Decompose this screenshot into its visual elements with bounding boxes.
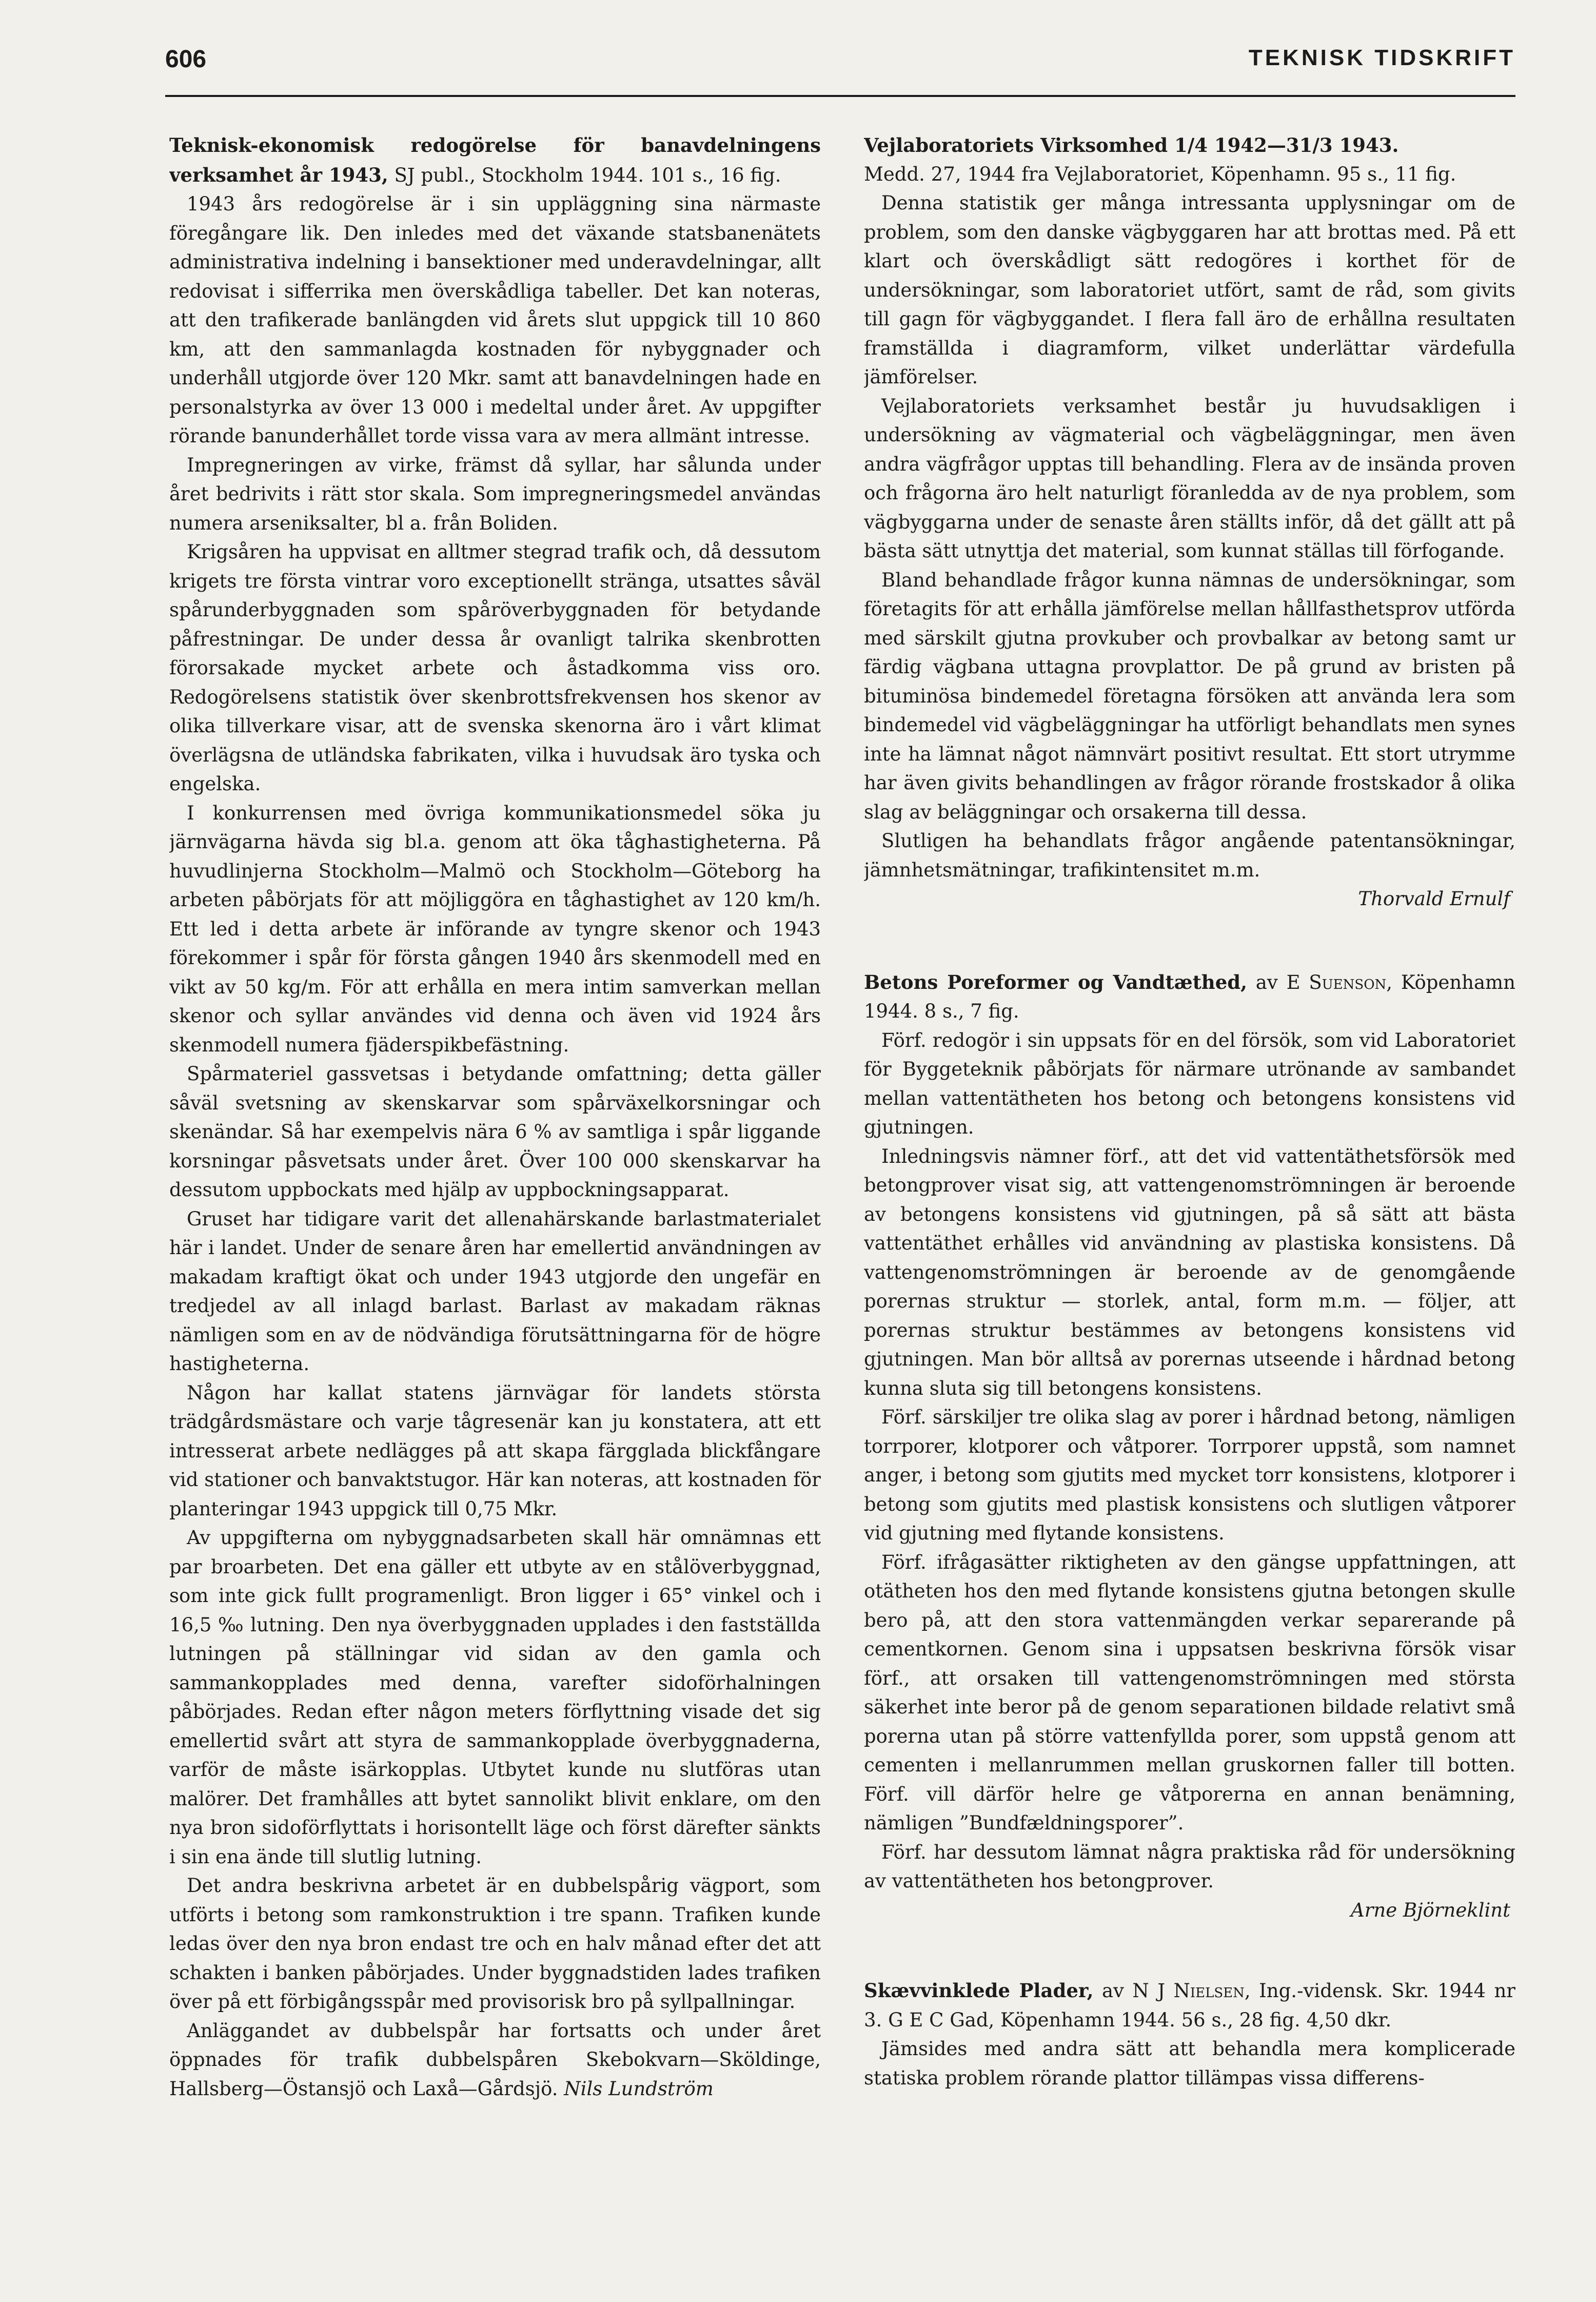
- paragraph: Jämsides med andra sätt att behandla mera komplicerade statiska problem rörande plattor tillämpas vissa differens-: [864, 2038, 1515, 2089]
- journal-title: TEKNISK TIDSKRIFT: [1248, 45, 1515, 70]
- paragraph: Impregneringen av virke, främst då syllar, har sålunda under året bedrivits i rätt stor skala. Som impregneringsmedel användas numera arseniksalter, bl a. från Boliden.: [169, 454, 821, 534]
- section-gap: [864, 1925, 1515, 1976]
- review-title: Betons Poreformer og Vandtæthed,: [864, 970, 1247, 993]
- paragraph: Förf. redogör i sin uppsats för en del försök, som vid Laboratoriet för Byggeteknik påbörjats för närmare utrönande av sambandet mellan vattentätheten hos betong och betongens konsistens vid gjutningen.: [864, 1029, 1515, 1138]
- review-vejlaboratoriet: [864, 131, 1515, 914]
- paragraph: Bland behandlade frågor kunna nämnas de undersökningar, som företagits för att erhålla jämförelse mellan hållfasthetsprov utförda med särskilt gjutna provkuber och provbalkar av betong samt ur färdig vägbana uttagna provplattor. De på grund av bristen på bituminösa bindemedel företagna försöken att använda lera som bindemedel vid vägbeläggningar ha utförligt behandlats men synes inte ha lämnat något nämnvärt positivt resultat. Ett stort utrymme har även givits behandlingen av frågor rörande frostskador å olika slag av beläggningar och orsakerna till dessa.: [864, 569, 1515, 823]
- paragraph-final: [169, 2017, 821, 2104]
- review-banavdelningen: [169, 131, 821, 2103]
- review-author-prefix: av E: [1247, 971, 1309, 993]
- paragraph: Förf. särskiljer tre olika slag av porer i hårdnad betong, nämligen torrporer, klotporer och våtporer. Torrporer uppstå, som namnet anger, i betong som gjutits med mycket torr konsistens, klotporer i betong som gjutits med plastisk konsistens och slutligen våtporer vid gjutning med flytande konsistens.: [864, 1406, 1515, 1544]
- review-biblio: , Ing.-vidensk. Skr. 1944 nr 3. G E C Gad, Köpenhamn 1944. 56 s., 28 fig. 4,50 dkr.: [864, 1980, 1515, 2031]
- paragraph: Inledningsvis nämner förf., att det vid vattentäthetsförsök med betongprover visat sig, att vattengenomströmningen är beroende av betongens konsistens vid gjutningen, på så sätt att bästa vattentäthet erhålles vid användning av plastiska konsistens. Då vattengenomströmningen är beroende av de genomgående porernas struktur — storlek, antal, form m.m. — följer, att porernas struktur bestämmes av betongens konsistens vid gjutningen. Man bör alltså av porernas utseende i hårdnad betong kunna sluta sig till betongens konsistens.: [864, 1145, 1515, 1399]
- right-column: [864, 131, 1515, 2271]
- section-gap: [864, 914, 1515, 968]
- paragraph: Slutligen ha behandlats frågor angående patentansökningar, jämnhetsmätningar, trafikintensitet m.m.: [864, 830, 1515, 881]
- paragraph: Det andra beskrivna arbetet är en dubbelspårig vägport, som utförts i betong som ramkonstruktion i tre spann. Trafiken kunde ledas över den nya bron endast tre och en halv månad efter det att schakten i banken påbörjades. Under byggnadstiden lades trafiken över på ett förbigångsspår med provisorisk bro på syllpallningar.: [169, 1875, 821, 2013]
- paragraph: I konkurrensen med övriga kommunikationsmedel söka ju järnvägarna hävda sig bl.a. genom att öka tåghastigheterna. På huvudlinjerna Stockholm—Malmö och Stockholm—Göteborg ha arbeten påbörjats för att möjliggöra en tåghastighet av 120 km/h. Ett led i detta arbete är införande av tyngre skenor och 1943 förekommer i spår för första gången 1940 års skenmodell med en vikt av 50 kg/m. För att erhålla en mera intim samverkan mellan skenor och syllar användes vid denna och även vid 1924 års skenmodell numera fjäderspikbefästning.: [169, 802, 821, 1056]
- review-biblio: Medd. 27, 1944 fra Vejlaboratoriet, Köpenhamn. 95 s., 11 fig.: [864, 163, 1456, 185]
- paragraph: Spårmateriel gassvetsas i betydande omfattning; detta gäller såväl svetsning av skenskarvar som spårväxelkorsningar och skenändar. Så har exempelvis nära 6 % av samtliga i spår liggande korsningar påsvetsats under året. Över 100 000 skenskarvar ha dessutom uppbockats med hjälp av uppbockningsapparat.: [169, 1063, 821, 1201]
- paragraph: Vejlaboratoriets verksamhet består ju huvudsakligen i undersökning av vägmaterial och vägbeläggningar, men även andra vägfrågor upptas till behandling. Flera av de insända proven och frågorna äro helt naturligt föranledda av de nya problem, som vägbyggarna under de senaste åren ställts inför, då det gällt att på bästa sätt utnyttja det material, som kunnat ställas till förfogande.: [864, 395, 1515, 562]
- paragraph: Förf. ifrågasätter riktigheten av den gängse uppfattningen, att otätheten hos den med flytande konsistens gjutna betongen skulle bero på, att den stora vattenmängden verkar separerande på cementkornen. Genom sina i uppsatsen beskrivna försök visar förf., att orsaken till vattengenomströmningen med största säkerhet inte beror på de genom separationen bildade relativt små porerna utan på större vattenfyllda porer, som uppstå genom att cementen i mellanrummen mellan gruskornen faller till botten. Förf. vill därför helre ge våtporerna en annan benämning, nämligen ”Bundfældningsporer”.: [864, 1551, 1515, 1834]
- review-betons-poreformer: [864, 968, 1515, 1925]
- paragraph: Krigsåren ha uppvisat en alltmer stegrad trafik och, då dessutom krigets tre första vintrar voro exceptionellt stränga, utsattes såväl spårunderbyggnaden som spåröverbyggnaden för betydande påfrestningar. De under dessa år ovanligt talrika skenbrotten förorsakade mycket arbete och åstadkomma viss oro. Redogörelsens statistik över skenbrottsfrekvensen hos skenor av olika tillverkare visar, att de svenska skenorna äro i vårt klimat överlägsna de utländska fabrikaten, vilka i huvudsak äro tyska och engelska.: [169, 541, 821, 795]
- paragraph: Någon har kallat statens järnvägar för landets största trädgårdsmästare och varje tågresenär kan ju konstatera, att ett intresserat arbete nedlägges på att skapa färgglada blickfångare vid stationer och banvaktstugor. Här kan noteras, att kostnaden för planteringar 1943 uppgick till 0,75 Mkr.: [169, 1381, 821, 1520]
- paragraph: Förf. har dessutom lämnat några praktiska råd för undersökning av vattentätheten hos betongprover.: [864, 1841, 1515, 1892]
- review-author-prefix: av N J: [1093, 1980, 1174, 2002]
- paragraph: Denna statistik ger många intressanta upplysningar om de problem, som den danske vägbyggaren har att brottas med. På ett klart och överskådligt sätt redogöres i korthet för de undersökningar, som laboratoriet utfört, samt de råd, som givits till gagn för vägbyggandet. I flera fall äro de erhållna resultaten framställda i diagramform, vilket underlättar värdefulla jämförelser.: [864, 192, 1515, 388]
- signature: Nils Lundström: [564, 2077, 714, 2100]
- paragraph-text: Anläggandet av dubbelspår har fortsatts och under året öppnades för trafik dubbelspåren Skebokvarn—Sköldinge, Hallsberg—Östansjö och Laxå—Gårdsjö.: [169, 2019, 821, 2100]
- review-biblio: SJ publ., Stockholm 1944. 101 s., 16 fig.: [388, 164, 781, 186]
- review-author: Nielsen: [1173, 1980, 1245, 2002]
- left-column: [169, 131, 821, 2271]
- page-header: [165, 45, 1515, 86]
- paragraph: Av uppgifterna om nybyggnadsarbeten skall här omnämnas ett par broarbeten. Det ena gäller ett utbyte av en stålöverbyggnad, som inte gick fullt programenligt. Bron ligger i 65° vinkel och i 16,5 ‰ lutning. Den nya överbyggnaden upplades i den fastställda lutningen på ställningar vid sidan av den gamla och sammankopplades med denna, varefter sidoförhalningen påbörjades. Redan efter någon meters förflyttning visade det sig emellertid svårt att styra de sammankopplade överbyggnaderna, varför de måste isärkopplas. Utbytet kunde nu slutföras utan malörer. Det framhålles att bytet sannolikt blivit enklare, om den nya bron sidoförflyttats i horisontellt läge och först därefter sänkts i sin ena ände till slutlig lutning.: [169, 1527, 821, 1868]
- header-rule: [165, 95, 1515, 97]
- paragraph: 1943 års redogörelse är i sin uppläggning sina närmaste föregångare lik. Den inledes med det växande statsbanenätets administrativa indelning i bansektioner med underavdelningar, allt redovisat i sifferrika men överskådliga tabeller. Det kan noteras, att den trafikerade banlängden vid årets slut uppgick till 10 860 km, att den sammanlagda kostnaden för nybyggnader och underhåll utgjorde över 120 Mkr. samt att banavdelningen hade en personalstyrka av över 13 000 i medeltal under året. Av uppgifter rörande banunderhållet torde vissa vara av mera allmänt intresse.: [169, 193, 821, 447]
- signature: Arne Björneklint: [1350, 1899, 1510, 1921]
- page-number: 606: [165, 46, 207, 73]
- review-skaevvinklede-plader: [864, 1976, 1515, 2093]
- review-author: Suenson: [1309, 971, 1387, 993]
- signature: Thorvald Ernulf: [1358, 888, 1510, 910]
- paragraph: Gruset har tidigare varit det allenahärskande barlastmaterialet här i landet. Under de senare åren har emellertid användningen av makadam kraftigt ökat och under 1943 utgjorde den ungefär en tredjedel av all inlagd barlast. Barlast av makadam räknas nämligen som en av de nödvändiga förutsättningarna för de högre hastigheterna.: [169, 1207, 821, 1375]
- review-title: Vejlaboratoriets Virksomhed 1/4 1942—31/3 1943.: [864, 134, 1399, 157]
- review-biblio: , Köpenhamn 1944. 8 s., 7 fig.: [864, 971, 1515, 1022]
- review-title: Teknisk-ekonomisk redogörelse för banavdelningens verksamhet år 1943,: [169, 134, 821, 186]
- review-title: Skævvinklede Plader,: [864, 1979, 1094, 2002]
